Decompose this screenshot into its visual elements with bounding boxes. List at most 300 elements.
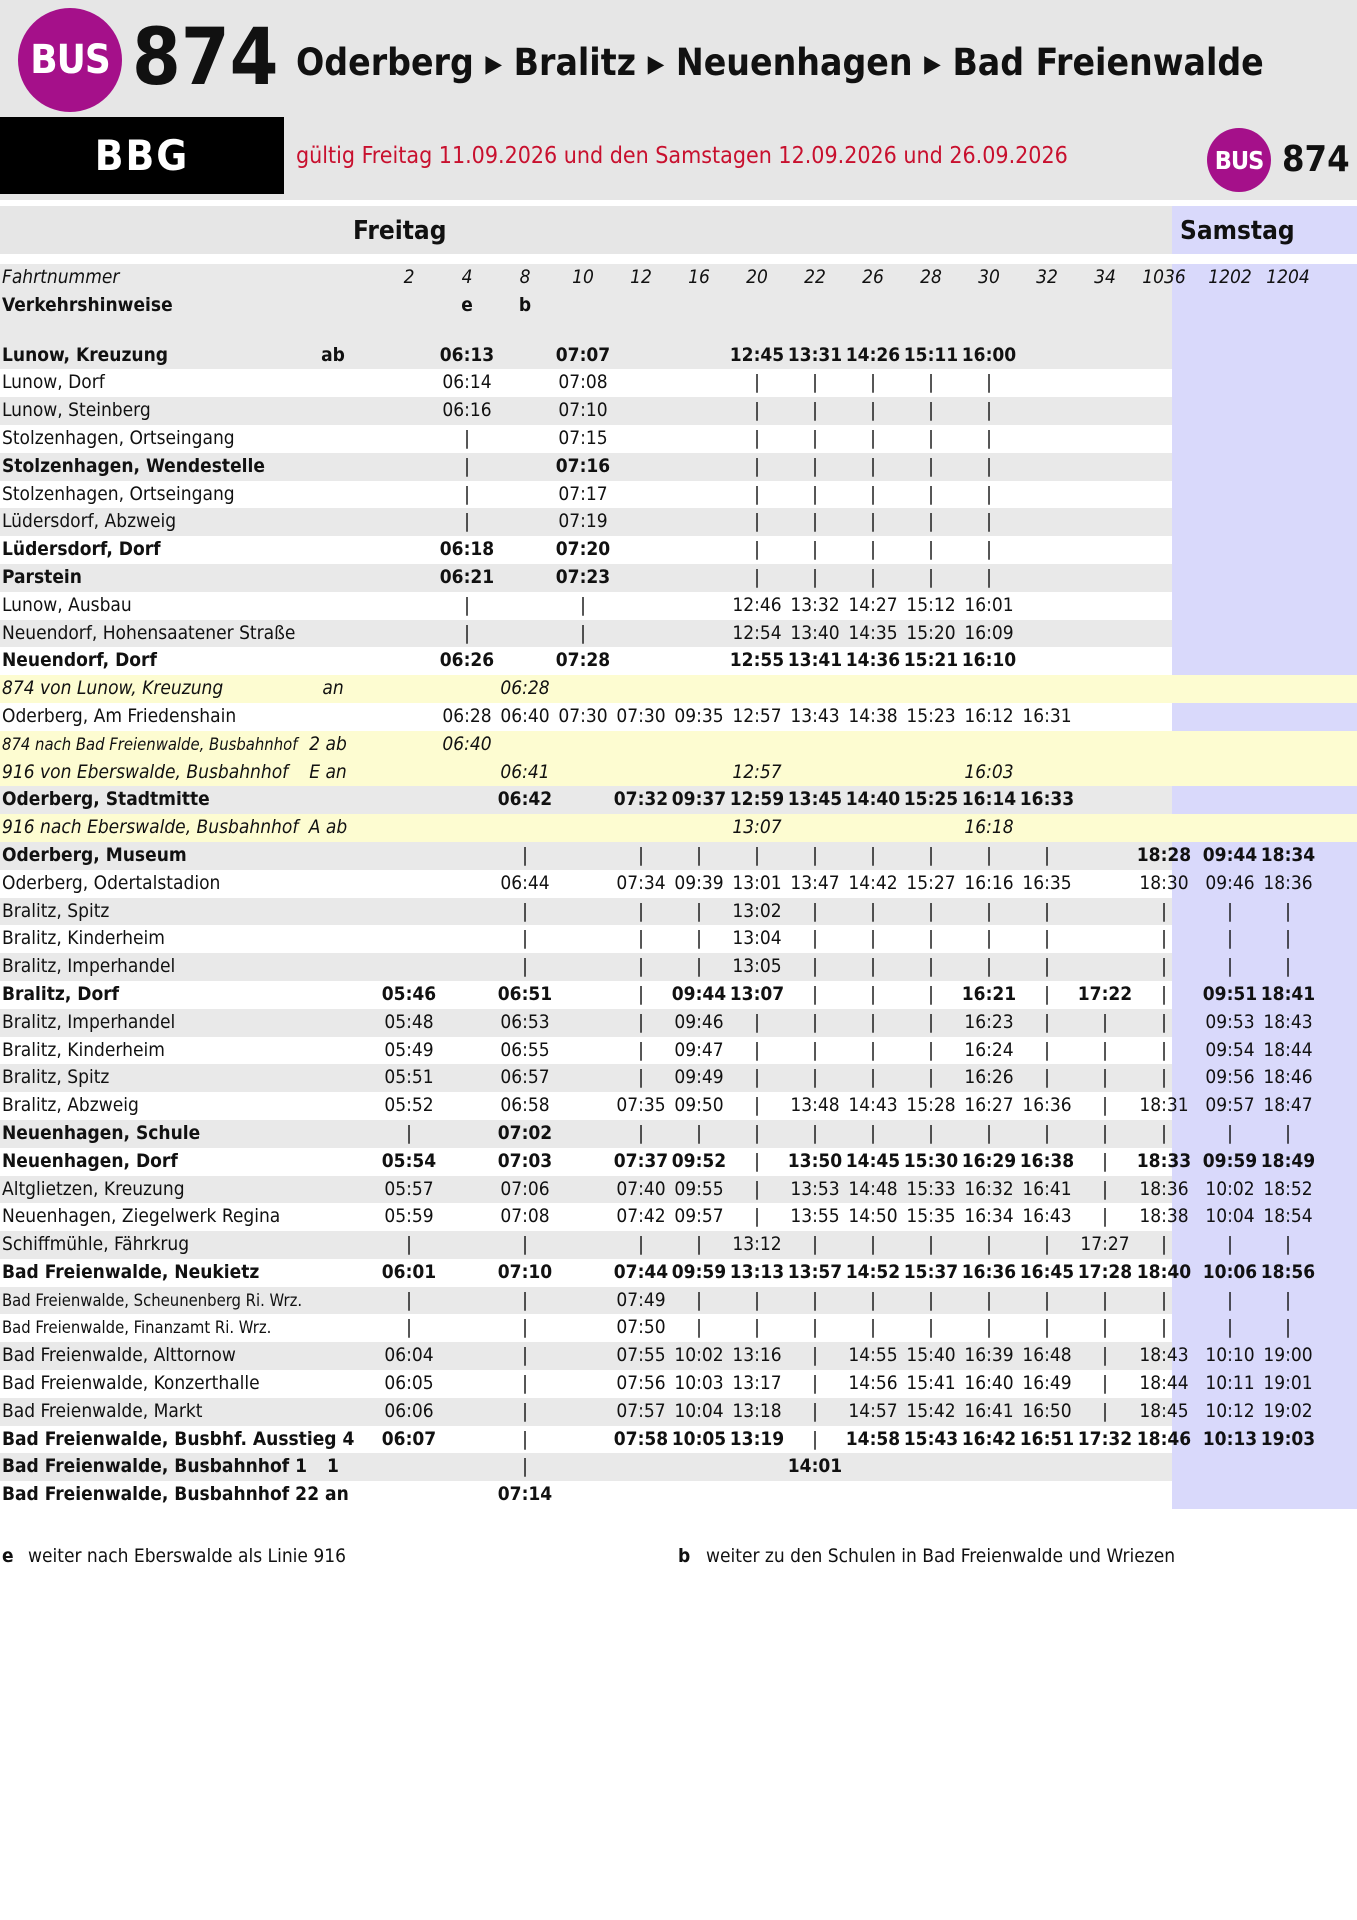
time-cell: 16:36	[1022, 1094, 1072, 1117]
time-cell: |	[1227, 1288, 1233, 1311]
time-cell: 14:42	[848, 871, 898, 894]
stop-name: Oderberg, Stadtmitte	[2, 788, 210, 811]
stop-name: Lunow, Steinberg	[2, 399, 151, 422]
time-cell: |	[406, 1233, 412, 1256]
time-cell: |	[986, 538, 992, 561]
stop-row	[0, 1009, 1357, 1037]
time-cell: 15:35	[906, 1205, 956, 1228]
time-cell: 18:49	[1260, 1149, 1316, 1172]
stop-name: Neuenhagen, Ziegelwerk Regina	[2, 1205, 281, 1228]
time-cell: |	[754, 1038, 760, 1061]
stop-name: 874 nach Bad Freienwalde, Busbahnhof	[2, 734, 298, 754]
stop-name: Bralitz, Dorf	[2, 982, 120, 1005]
time-cell: |	[1102, 1121, 1108, 1144]
time-cell: |	[522, 1427, 528, 1450]
time-cell: |	[928, 955, 934, 978]
time-cell: 12:46	[732, 593, 782, 616]
stop-name: Bralitz, Imperhandel	[2, 1010, 176, 1033]
time-cell: 13:04	[732, 927, 782, 950]
time-cell: 09:54	[1205, 1038, 1255, 1061]
time-cell: 18:56	[1260, 1260, 1316, 1283]
time-cell: 16:12	[964, 704, 1014, 727]
time-cell: 09:55	[674, 1177, 724, 1200]
time-cell: 06:42	[497, 788, 553, 811]
time-cell: 14:50	[848, 1205, 898, 1228]
time-cell: 16:41	[1022, 1177, 1072, 1200]
time-cell: 16:35	[1022, 871, 1072, 894]
time-cell: |	[754, 371, 760, 394]
time-cell: 15:33	[906, 1177, 956, 1200]
stop-name: Stolzenhagen, Ortseingang	[2, 482, 235, 505]
time-cell: 10:10	[1205, 1344, 1255, 1367]
stop-name: Bad Freienwalde, Scheunenberg Ri. Wrz.	[2, 1290, 303, 1310]
samstag-column-bg	[1172, 731, 1357, 759]
time-cell: 09:53	[1205, 1010, 1255, 1033]
time-cell: 16:27	[964, 1094, 1014, 1117]
time-cell: 06:26	[439, 649, 495, 672]
time-cell: 07:35	[616, 1094, 666, 1117]
stop-name: Neuenhagen, Dorf	[2, 1149, 178, 1172]
time-cell: 09:39	[674, 871, 724, 894]
time-cell: |	[1285, 1288, 1291, 1311]
time-cell: 16:49	[1022, 1372, 1072, 1395]
time-cell: 18:31	[1139, 1094, 1189, 1117]
trip-number: 30	[978, 266, 1000, 288]
time-cell: |	[696, 1233, 702, 1256]
time-cell: 14:45	[845, 1149, 901, 1172]
time-cell: |	[986, 1233, 992, 1256]
time-cell: |	[870, 1233, 876, 1256]
time-cell: |	[1102, 1177, 1108, 1200]
time-cell: |	[754, 1205, 760, 1228]
note-marker: b	[518, 293, 532, 316]
time-cell: |	[522, 1344, 528, 1367]
time-cell: 09:44	[671, 982, 727, 1005]
time-cell: 13:01	[732, 871, 782, 894]
time-cell: |	[1161, 1121, 1167, 1144]
time-cell: 09:49	[674, 1066, 724, 1089]
time-cell: |	[870, 843, 876, 866]
stop-row	[0, 1481, 1357, 1509]
stop-flag: an	[322, 677, 344, 700]
time-cell: |	[754, 538, 760, 561]
stop-row	[0, 898, 1357, 926]
time-cell: |	[522, 927, 528, 950]
time-cell: 07:23	[555, 565, 611, 588]
time-cell: 14:36	[845, 649, 901, 672]
time-cell: 13:17	[732, 1372, 782, 1395]
time-cell: 18:40	[1136, 1260, 1192, 1283]
time-cell: 07:08	[558, 371, 608, 394]
time-cell: |	[754, 482, 760, 505]
time-cell: |	[812, 1344, 818, 1367]
stop-name: Bad Freienwalde, Markt	[2, 1399, 203, 1422]
time-cell: 10:06	[1202, 1260, 1258, 1283]
time-cell: |	[870, 371, 876, 394]
time-cell: |	[812, 426, 818, 449]
time-cell: |	[928, 982, 934, 1005]
time-cell: 18:54	[1263, 1205, 1313, 1228]
time-cell: |	[812, 1038, 818, 1061]
time-cell: |	[870, 1288, 876, 1311]
time-cell: 14:40	[845, 788, 901, 811]
trip-number: 12	[630, 266, 652, 288]
time-cell: |	[986, 955, 992, 978]
day-label-samstag: Samstag	[1180, 216, 1295, 246]
time-cell: |	[1044, 1066, 1050, 1089]
time-cell: 06:41	[500, 760, 550, 783]
stop-row	[0, 1287, 1357, 1315]
time-cell: 06:40	[500, 704, 550, 727]
stop-row	[0, 647, 1357, 675]
time-cell: |	[580, 621, 586, 644]
stop-row	[0, 759, 1357, 787]
time-cell: |	[696, 1121, 702, 1144]
time-cell: 18:41	[1260, 982, 1316, 1005]
stop-row	[0, 1342, 1357, 1370]
stop-row	[0, 703, 1357, 731]
time-cell: |	[464, 621, 470, 644]
stop-name: Oderberg, Odertalstadion	[2, 871, 221, 894]
time-cell: 07:40	[616, 1177, 666, 1200]
time-cell: 06:13	[439, 343, 495, 366]
time-cell: |	[870, 426, 876, 449]
time-cell: |	[522, 1399, 528, 1422]
time-cell: |	[464, 593, 470, 616]
stop-name: Bralitz, Imperhandel	[2, 955, 176, 978]
time-cell: 09:35	[674, 704, 724, 727]
time-cell: 07:44	[613, 1260, 669, 1283]
time-cell: 06:28	[442, 704, 492, 727]
samstag-column-bg	[1172, 481, 1357, 509]
time-cell: |	[580, 593, 586, 616]
time-cell: |	[1044, 927, 1050, 950]
time-cell: 17:27	[1080, 1233, 1130, 1256]
time-cell: |	[464, 426, 470, 449]
stop-name: Lunow, Kreuzung	[2, 343, 168, 366]
time-cell: 13:45	[787, 788, 843, 811]
time-cell: 16:39	[964, 1344, 1014, 1367]
time-cell: |	[870, 899, 876, 922]
time-cell: 14:57	[848, 1399, 898, 1422]
time-cell: |	[812, 482, 818, 505]
time-cell: 17:22	[1077, 982, 1133, 1005]
time-cell: |	[870, 927, 876, 950]
trip-number: 16	[688, 266, 710, 288]
footnote-e-text: weiter nach Eberswalde als Linie 916	[28, 1545, 346, 1567]
time-cell: |	[754, 843, 760, 866]
time-cell: |	[1102, 1399, 1108, 1422]
time-cell: 07:28	[555, 649, 611, 672]
time-cell: |	[986, 565, 992, 588]
time-cell: |	[812, 538, 818, 561]
time-cell: |	[812, 843, 818, 866]
stop-name: Bad Freienwalde, Busbhf. Ausstieg 4	[2, 1427, 355, 1450]
time-cell: |	[928, 371, 934, 394]
time-cell: 17:32	[1077, 1427, 1133, 1450]
time-cell: |	[638, 1038, 644, 1061]
time-cell: |	[1161, 1288, 1167, 1311]
time-cell: 18:43	[1139, 1344, 1189, 1367]
samstag-column-bg	[1172, 759, 1357, 787]
time-cell: 07:15	[558, 426, 608, 449]
time-cell: |	[870, 955, 876, 978]
time-cell: 06:18	[439, 538, 495, 561]
time-cell: |	[928, 843, 934, 866]
time-cell: 06:14	[442, 371, 492, 394]
stop-name: Stolzenhagen, Wendestelle	[2, 454, 265, 477]
time-cell: 07:08	[500, 1205, 550, 1228]
time-cell: |	[1161, 899, 1167, 922]
time-cell: |	[812, 1372, 818, 1395]
time-cell: |	[522, 1372, 528, 1395]
time-cell: |	[1102, 1316, 1108, 1339]
time-cell: 18:52	[1263, 1177, 1313, 1200]
time-cell: 07:58	[613, 1427, 669, 1450]
time-cell: |	[522, 899, 528, 922]
time-cell: 07:19	[558, 510, 608, 533]
time-cell: 18:28	[1136, 843, 1192, 866]
time-cell: |	[812, 1288, 818, 1311]
time-cell: |	[812, 1066, 818, 1089]
time-cell: |	[638, 1010, 644, 1033]
time-cell: |	[1227, 1233, 1233, 1256]
time-cell: |	[812, 927, 818, 950]
time-cell: 05:54	[381, 1149, 437, 1172]
time-cell: |	[1285, 955, 1291, 978]
trip-number: 22	[804, 266, 826, 288]
time-cell: |	[638, 1066, 644, 1089]
time-cell: |	[522, 843, 528, 866]
time-cell: 07:30	[616, 704, 666, 727]
stop-row	[0, 1037, 1357, 1065]
stop-row	[0, 1231, 1357, 1259]
time-cell: |	[522, 1288, 528, 1311]
stop-name: Bralitz, Spitz	[2, 899, 110, 922]
time-cell: 15:41	[906, 1372, 956, 1395]
time-cell: 13:18	[732, 1399, 782, 1422]
time-cell: |	[928, 399, 934, 422]
time-cell: 06:51	[497, 982, 553, 1005]
time-cell: 10:11	[1205, 1372, 1255, 1395]
time-cell: 15:27	[906, 871, 956, 894]
time-cell: |	[870, 565, 876, 588]
time-cell: 09:59	[1202, 1149, 1258, 1172]
small-line-number: 874	[1282, 139, 1350, 180]
bus-logo-icon	[18, 8, 122, 112]
time-cell: 10:03	[674, 1372, 724, 1395]
time-cell: |	[1044, 1121, 1050, 1144]
time-cell: 15:30	[903, 1149, 959, 1172]
time-cell: 07:32	[613, 788, 669, 811]
trip-number: 34	[1094, 266, 1116, 288]
time-cell: |	[638, 1233, 644, 1256]
time-cell: 13:02	[732, 899, 782, 922]
stop-row	[0, 342, 1357, 370]
stop-name: Bralitz, Abzweig	[2, 1094, 139, 1117]
stop-row	[0, 1259, 1357, 1287]
time-cell: |	[870, 982, 876, 1005]
time-cell: |	[1102, 1066, 1108, 1089]
route-title: Oderberg ▸ Bralitz ▸ Neuenhagen ▸ Bad Freienwalde	[296, 41, 1264, 84]
time-cell: |	[522, 1316, 528, 1339]
time-cell: |	[1102, 1288, 1108, 1311]
time-cell: |	[696, 955, 702, 978]
operator-label: BBG	[0, 117, 284, 194]
time-cell: 13:48	[790, 1094, 840, 1117]
stop-flag: 2 an	[307, 1483, 349, 1506]
time-cell: |	[928, 565, 934, 588]
time-cell: |	[986, 927, 992, 950]
time-cell: |	[406, 1121, 412, 1144]
time-cell: 16:26	[964, 1066, 1014, 1089]
time-cell: |	[1227, 1121, 1233, 1144]
time-cell: 18:30	[1139, 871, 1189, 894]
time-cell: |	[928, 1233, 934, 1256]
time-cell: |	[870, 1121, 876, 1144]
stop-row	[0, 1370, 1357, 1398]
time-cell: 06:55	[500, 1038, 550, 1061]
stop-row	[0, 592, 1357, 620]
time-cell: 07:03	[497, 1149, 553, 1172]
time-cell: |	[754, 1066, 760, 1089]
time-cell: 16:51	[1019, 1427, 1075, 1450]
time-cell: |	[754, 1149, 760, 1172]
time-cell: 16:48	[1022, 1344, 1072, 1367]
stop-name: Bralitz, Kinderheim	[2, 927, 165, 950]
time-cell: 16:00	[961, 343, 1017, 366]
time-cell: |	[1227, 1316, 1233, 1339]
validity-text: gültig Freitag 11.09.2026 und den Samstagen 12.09.2026 und 26.09.2026	[296, 143, 1068, 169]
time-cell: |	[464, 482, 470, 505]
samstag-column-bg	[1172, 425, 1357, 453]
trip-number: 28	[920, 266, 942, 288]
stop-row	[0, 564, 1357, 592]
time-cell: |	[754, 565, 760, 588]
time-cell: 06:28	[500, 677, 550, 700]
time-cell: |	[1161, 955, 1167, 978]
samstag-column-bg	[1172, 342, 1357, 370]
stop-row	[0, 814, 1357, 842]
samstag-column-bg	[1172, 536, 1357, 564]
stop-name: Neuendorf, Dorf	[2, 649, 157, 672]
time-cell: |	[870, 454, 876, 477]
notes-label: Verkehrshinweise	[2, 293, 173, 316]
time-cell: 06:01	[381, 1260, 437, 1283]
time-cell: 16:50	[1022, 1399, 1072, 1422]
stop-name: Lunow, Ausbau	[2, 593, 132, 616]
time-cell: |	[812, 565, 818, 588]
time-cell: 05:49	[384, 1038, 434, 1061]
time-cell: |	[1161, 1316, 1167, 1339]
stop-row	[0, 1314, 1357, 1342]
stop-name: Bralitz, Spitz	[2, 1066, 110, 1089]
time-cell: |	[928, 482, 934, 505]
small-bus-logo-label: BUS	[1214, 145, 1264, 175]
time-cell: 13:12	[732, 1233, 782, 1256]
trip-number: 10	[572, 266, 594, 288]
time-cell: |	[638, 843, 644, 866]
stop-row	[0, 1120, 1357, 1148]
time-cell: 06:44	[500, 871, 550, 894]
time-cell: |	[812, 1233, 818, 1256]
stop-row	[0, 397, 1357, 425]
time-cell: 09:46	[674, 1010, 724, 1033]
time-cell: 16:29	[961, 1149, 1017, 1172]
time-cell: |	[406, 1316, 412, 1339]
time-cell: |	[986, 1288, 992, 1311]
time-cell: 15:23	[906, 704, 956, 727]
time-cell: 09:44	[1202, 843, 1258, 866]
time-cell: |	[1161, 1066, 1167, 1089]
time-cell: 16:10	[961, 649, 1017, 672]
time-cell: |	[870, 1038, 876, 1061]
day-label-freitag: Freitag	[353, 216, 447, 246]
time-cell: |	[638, 899, 644, 922]
time-cell: 10:02	[674, 1344, 724, 1367]
time-cell: 06:58	[500, 1094, 550, 1117]
time-cell: |	[812, 454, 818, 477]
time-cell: 13:55	[790, 1205, 840, 1228]
time-cell: 06:53	[500, 1010, 550, 1033]
time-cell: |	[928, 1066, 934, 1089]
stop-row	[0, 453, 1357, 481]
time-cell: 14:26	[845, 343, 901, 366]
time-cell: 05:48	[384, 1010, 434, 1033]
time-cell: |	[1044, 982, 1050, 1005]
time-cell: |	[986, 399, 992, 422]
trip-number: 32	[1036, 266, 1058, 288]
time-cell: 19:03	[1260, 1427, 1316, 1450]
stop-row	[0, 786, 1357, 814]
time-cell: 07:34	[616, 871, 666, 894]
time-cell: 06:21	[439, 565, 495, 588]
stop-row	[0, 1426, 1357, 1454]
time-cell: |	[1285, 927, 1291, 950]
time-cell: 07:06	[500, 1177, 550, 1200]
time-cell: 07:37	[613, 1149, 669, 1172]
time-cell: 16:16	[964, 871, 1014, 894]
time-cell: |	[986, 1121, 992, 1144]
time-cell: |	[928, 927, 934, 950]
time-cell: 07:30	[558, 704, 608, 727]
stop-name: 874 von Lunow, Kreuzung	[2, 677, 224, 700]
time-cell: 16:33	[1019, 788, 1075, 811]
stop-name: Bad Freienwalde, Alttornow	[2, 1344, 236, 1367]
stop-name: Bad Freienwalde, Neukietz	[2, 1260, 260, 1283]
time-cell: 16:38	[1019, 1149, 1075, 1172]
stop-flag: E an	[309, 760, 347, 783]
time-cell: 13:13	[729, 1260, 785, 1283]
small-bus-logo-icon	[1207, 128, 1271, 192]
stop-name: 916 nach Eberswalde, Busbahnhof	[2, 816, 299, 839]
time-cell: |	[1102, 1344, 1108, 1367]
stop-row	[0, 1203, 1357, 1231]
stop-name: Parstein	[2, 565, 82, 588]
time-cell: |	[928, 510, 934, 533]
time-cell: 18:45	[1139, 1399, 1189, 1422]
time-cell: 12:54	[732, 621, 782, 644]
header-spacer	[0, 254, 1357, 264]
note-marker: e	[461, 293, 473, 316]
time-cell: 15:43	[903, 1427, 959, 1450]
time-cell: |	[522, 1233, 528, 1256]
notes-row	[0, 292, 1357, 320]
time-cell: 07:55	[616, 1344, 666, 1367]
time-cell: 19:00	[1263, 1344, 1313, 1367]
time-cell: 07:56	[616, 1372, 666, 1395]
time-cell: 16:42	[961, 1427, 1017, 1450]
